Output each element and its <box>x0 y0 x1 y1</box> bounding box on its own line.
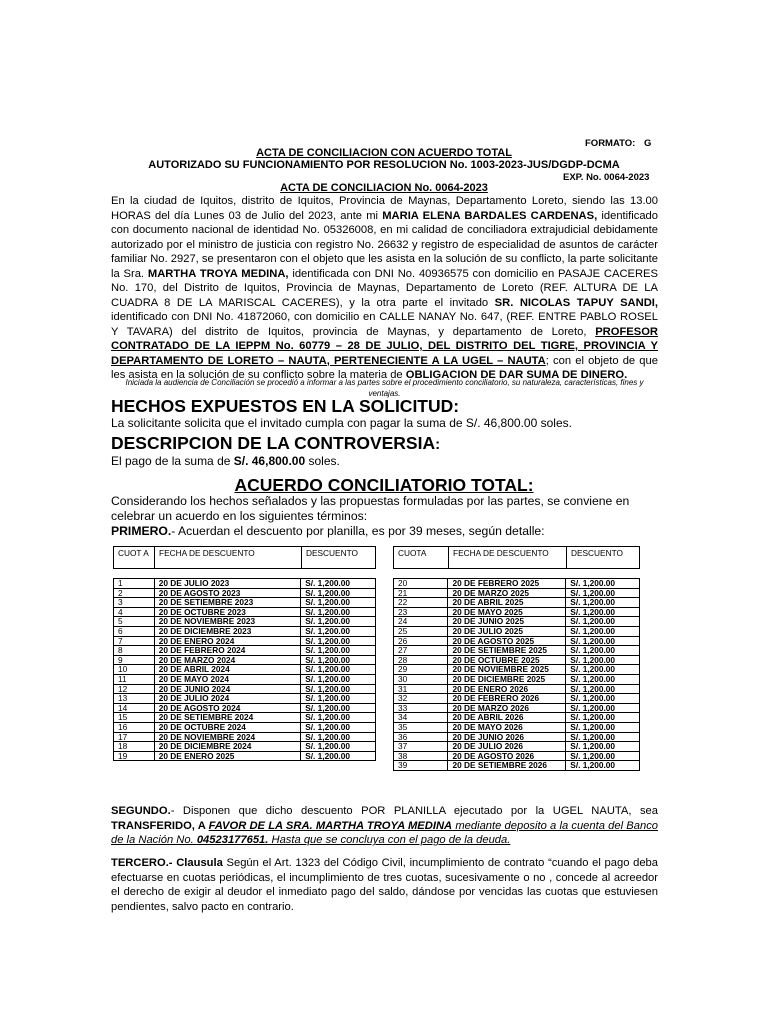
descuento-cell: S/. 1,200.00 <box>566 598 640 608</box>
cuota-number: 23 <box>394 607 448 617</box>
segundo-cuenta: 04523177651. <box>196 834 269 846</box>
solicitante-name: MARTHA TROYA MEDINA, <box>147 267 289 280</box>
acuerdo-title: ACUERDO CONCILIATORIO TOTAL: <box>234 475 534 495</box>
fecha-cell: 20 DE AGOSTO 2024 <box>154 703 301 713</box>
cuota-number: 25 <box>394 626 448 636</box>
intro-text-5: ; con el objeto de que les asista en la solución de su conflicto sobre la materia de <box>111 354 658 381</box>
fecha-cell: 20 DE MAYO 2024 <box>154 674 301 684</box>
fecha-cell: 20 DE SETIEMBRE 2026 <box>448 761 566 771</box>
fecha-cell: 20 DE ENERO 2026 <box>448 684 566 694</box>
fecha-cell: 20 DE SETIEMBRE 2025 <box>448 646 566 656</box>
descuento-cell: S/. 1,200.00 <box>566 588 640 598</box>
descuento-cell: S/. 1,200.00 <box>566 579 640 589</box>
fecha-cell: 20 DE FEBRERO 2026 <box>448 694 566 704</box>
descuento-cell: S/. 1,200.00 <box>301 713 376 723</box>
left-table-row <box>114 674 376 684</box>
descuento-cell: S/. 1,200.00 <box>566 761 640 771</box>
cuota-number: 35 <box>394 722 448 732</box>
controversia-body <box>111 454 340 468</box>
fecha-cell: 20 DE MAYO 2025 <box>448 607 566 617</box>
fecha-cell: 20 DE JULIO 2024 <box>154 694 301 704</box>
right-table-row <box>394 626 640 636</box>
descuento-cell: S/. 1,200.00 <box>301 742 376 752</box>
descuento-cell: S/. 1,200.00 <box>566 732 640 742</box>
cuota-number: 15 <box>114 713 155 723</box>
cuota-number: 31 <box>394 684 448 694</box>
cuota-number: 12 <box>114 684 155 694</box>
descuento-cell: S/. 1,200.00 <box>566 636 640 646</box>
formato-label: FORMATO: G <box>585 138 652 149</box>
descuento-cell: S/. 1,200.00 <box>301 703 376 713</box>
cuota-number: 29 <box>394 665 448 675</box>
fecha-cell: 20 DE ABRIL 2026 <box>448 713 566 723</box>
cuota-number: 18 <box>114 742 155 752</box>
cuota-number: 3 <box>114 598 155 608</box>
descuento-cell: S/. 1,200.00 <box>566 722 640 732</box>
hechos-title: HECHOS EXPUESTOS EN LA SOLICITUD: <box>111 396 460 416</box>
cuota-number: 30 <box>394 674 448 684</box>
left-table-row <box>114 665 376 675</box>
descuento-cell: S/. 1,200.00 <box>301 617 376 627</box>
fecha-cell: 20 DE SETIEMBRE 2024 <box>154 713 301 723</box>
intro-text-4: identificado con DNI No. 41872060, con domicilio en CALLE NANAY No. 647, (REF. ENTRE PABLO ROSEL Y TAVARA) del distrito de Iquitos, provincia de Maynas, y departamento de Loreto, <box>111 311 658 338</box>
right-table-header <box>393 546 640 569</box>
materia-text: OBLIGACION DE DAR SUMA DE DINERO. <box>405 369 628 381</box>
right-table-row <box>394 646 640 656</box>
cuota-number: 16 <box>114 722 155 732</box>
controversia-amount: S/. 46,800.00 <box>233 454 306 468</box>
cuota-number: 26 <box>394 636 448 646</box>
controversia-title-text: DESCRIPCION DE LA CONTROVERSIA <box>111 433 436 453</box>
primero-text: - Acuerdan el descuento por planilla, es por 39 meses, según detalle: <box>171 524 545 538</box>
fecha-cell: 20 DE OCTUBRE 2025 <box>448 655 566 665</box>
profesor-info: PROFESOR CONTRATADO DE LA IEPPM No. 60779 – 28 DE JULIO, DEL DISTRITO DEL TIGRE, PROVINCIA Y DEPARTAMENTO DE LORETO – NAUTA, PERTENECIENTE A LA UGEL – NAUTA <box>111 325 658 367</box>
fecha-cell: 20 DE ABRIL 2025 <box>448 598 566 608</box>
fecha-cell: 20 DE JUNIO 2024 <box>154 684 301 694</box>
descuento-cell: S/. 1,200.00 <box>566 684 640 694</box>
cuota-number: 38 <box>394 751 448 761</box>
cuota-number: 6 <box>114 626 155 636</box>
descuento-cell: S/. 1,200.00 <box>566 674 640 684</box>
descuento-cell: S/. 1,200.00 <box>301 636 376 646</box>
acta-number: ACTA DE CONCILIACION No. 0064-2023 <box>280 182 488 194</box>
expediente-number: EXP. No. 0064-2023 <box>563 172 650 183</box>
left-table-row <box>114 579 376 589</box>
descuento-cell: S/. 1,200.00 <box>566 694 640 704</box>
fecha-cell: 20 DE MAYO 2026 <box>448 722 566 732</box>
descuento-cell: S/. 1,200.00 <box>566 751 640 761</box>
fecha-cell: 20 DE MARZO 2024 <box>154 655 301 665</box>
fecha-cell: 20 DE MARZO 2026 <box>448 703 566 713</box>
cuota-number: 14 <box>114 703 155 713</box>
left-header-fecha: FECHA DE DESCUENTO <box>155 547 302 568</box>
descuento-cell: S/. 1,200.00 <box>301 588 376 598</box>
primero-label: PRIMERO. <box>111 524 172 538</box>
hechos-body: La solicitante solicita que el invitado cumpla con pagar la suma de S/. 46,800.00 soles. <box>111 416 572 430</box>
fecha-cell: 20 DE AGOSTO 2023 <box>154 588 301 598</box>
right-header-cuota: CUOTA <box>394 547 449 568</box>
fecha-cell: 20 DE JULIO 2025 <box>448 626 566 636</box>
left-table-row <box>114 694 376 704</box>
controversia-text-2: soles. <box>305 454 340 468</box>
acuerdo-paragraph <box>111 494 658 539</box>
descuento-cell: S/. 1,200.00 <box>566 617 640 627</box>
cuota-number: 36 <box>394 732 448 742</box>
descuento-cell: S/. 1,200.00 <box>566 626 640 636</box>
cuota-number: 24 <box>394 617 448 627</box>
left-table-row <box>114 751 376 761</box>
descuento-cell: S/. 1,200.00 <box>301 722 376 732</box>
cuota-number: 10 <box>114 665 155 675</box>
fecha-cell: 20 DE FEBRERO 2024 <box>154 646 301 656</box>
cuota-number: 5 <box>114 617 155 627</box>
tercero-paragraph <box>111 856 658 914</box>
left-table-row <box>114 626 376 636</box>
fecha-cell: 20 DE DICIEMBRE 2025 <box>448 674 566 684</box>
cuota-number: 13 <box>114 694 155 704</box>
intro-text-3: identificada con DNI No. 40936575 con domicilio en PASAJE CACERES No. 170, del Distrito de Iquitos, Provincia de Maynas, Departamento de Loreto (REF. ALTURA DE LA CUADRA 8 DE LA MARISCAL CACERES), y la otra parte el invitado <box>111 267 658 309</box>
fecha-cell: 20 DE NOVIEMBRE 2023 <box>154 617 301 627</box>
descuento-cell: S/. 1,200.00 <box>566 646 640 656</box>
right-header-descuento: DESCUENTO <box>571 548 623 558</box>
cuota-number: 11 <box>114 674 155 684</box>
consider-text: Considerando los hechos señalados y las propuestas formuladas por las partes, se conviene en celebrar un acuerdo en los siguientes términos: <box>111 494 630 523</box>
left-table-row <box>114 598 376 608</box>
fecha-cell: 20 DE OCTUBRE 2024 <box>154 722 301 732</box>
intro-text-2: identificado con documento nacional de identidad No. 05326008, en mi calidad de conciliadora extrajudicial debidamente autorizado por el ministro de justicia con registro No. 26632 y registro de especialidad de asuntos de carácter familiar No. 2927, se presentaron con el objeto que les asista en la solución de su conflicto, la parte solicitante la Sra. <box>111 209 658 280</box>
descuento-cell: S/. 1,200.00 <box>301 646 376 656</box>
fecha-cell: 20 DE ABRIL 2024 <box>154 665 301 675</box>
right-table-row <box>394 722 640 732</box>
fecha-cell: 20 DE AGOSTO 2025 <box>448 636 566 646</box>
fecha-cell: 20 DE MARZO 2025 <box>448 588 566 598</box>
cuota-number: 21 <box>394 588 448 598</box>
invitado-name: SR. NICOLAS TAPUY SANDI, <box>494 296 659 309</box>
controversia-colon: : <box>435 436 441 453</box>
cuota-number: 9 <box>114 655 155 665</box>
fecha-cell: 20 DE JUNIO 2025 <box>448 617 566 627</box>
fecha-cell: 20 DE SETIEMBRE 2023 <box>154 598 301 608</box>
cuota-number: 17 <box>114 732 155 742</box>
descuento-cell: S/. 1,200.00 <box>301 665 376 675</box>
right-header-fecha: FECHA DE DESCUENTO <box>449 547 567 568</box>
segundo-favor: FAVOR DE LA SRA. MARTHA TROYA MEDINA <box>208 819 453 832</box>
descuento-cell: S/. 1,200.00 <box>301 751 376 761</box>
fecha-cell: 20 DE OCTUBRE 2023 <box>154 607 301 617</box>
descuento-cell: S/. 1,200.00 <box>301 579 376 589</box>
cuota-number: 22 <box>394 598 448 608</box>
fecha-cell: 20 DE JUNIO 2026 <box>448 732 566 742</box>
cuota-number: 4 <box>114 607 155 617</box>
audiencia-note: Iniciada la audiencia de Conciliación se procedió a informar a las partes sobre el procedimiento conciliatorio, su naturaleza, características, fines y ventajas. <box>125 378 644 398</box>
descuento-cell: S/. 1,200.00 <box>566 703 640 713</box>
right-table-row <box>394 742 640 752</box>
descuento-cell: S/. 1,200.00 <box>566 742 640 752</box>
segundo-paragraph <box>111 804 658 848</box>
descuento-cell: S/. 1,200.00 <box>301 684 376 694</box>
right-table-row <box>394 761 640 771</box>
cuota-number: 34 <box>394 713 448 723</box>
descuento-cell: S/. 1,200.00 <box>301 626 376 636</box>
cuota-number: 1 <box>114 579 155 589</box>
left-table-row <box>114 742 376 752</box>
descuento-cell: S/. 1,200.00 <box>301 694 376 704</box>
cuota-number: 39 <box>394 761 448 771</box>
fecha-cell: 20 DE JULIO 2026 <box>448 742 566 752</box>
intro-paragraph <box>111 194 658 383</box>
intro-text-1: En la ciudad de Iquitos, distrito de Iquitos, Provincia de Maynas, Departamento Loreto, siendo las 13.00 HORAS del día Lunes 03 de Julio del 2023, ante mi <box>111 195 658 222</box>
cuota-number: 2 <box>114 588 155 598</box>
segundo-transferido: TRANSFERIDO, A <box>111 819 209 832</box>
cuota-number: 33 <box>394 703 448 713</box>
left-table-row <box>114 722 376 732</box>
cuota-number: 37 <box>394 742 448 752</box>
fecha-cell: 20 DE DICIEMBRE 2024 <box>154 742 301 752</box>
right-table-row <box>394 579 640 589</box>
segundo-text-1: - Disponen que dicho descuento POR PLANILLA ejecutado por la UGEL NAUTA, sea <box>170 805 658 817</box>
descuento-cell: S/. 1,200.00 <box>301 674 376 684</box>
left-table-header <box>113 546 376 569</box>
descuento-cell: S/. 1,200.00 <box>566 713 640 723</box>
fecha-cell: 20 DE JULIO 2023 <box>154 579 301 589</box>
fecha-cell: 20 DE NOVIEMBRE 2025 <box>448 665 566 675</box>
title-acta: ACTA DE CONCILIACION CON ACUERDO TOTAL <box>256 147 512 159</box>
left-table-row <box>114 713 376 723</box>
right-table-row <box>394 665 640 675</box>
descuento-cell: S/. 1,200.00 <box>301 655 376 665</box>
left-header-cuota: CUOT A <box>114 547 155 568</box>
left-cuotas-table <box>113 578 376 761</box>
descuento-cell: S/. 1,200.00 <box>301 607 376 617</box>
controversia-title <box>111 433 440 454</box>
segundo-text-3: Hasta que se concluya con el pago de la deuda. <box>268 834 511 846</box>
cuota-number: 7 <box>114 636 155 646</box>
right-table-row <box>394 694 640 704</box>
segundo-text-2: mediante deposito a la cuenta del Banco de la Nación No. <box>111 819 659 846</box>
cuota-number: 8 <box>114 646 155 656</box>
fecha-cell: 20 DE NOVIEMBRE 2024 <box>154 732 301 742</box>
right-table-row <box>394 598 640 608</box>
right-cuotas-table <box>393 578 640 771</box>
fecha-cell: 20 DE FEBRERO 2025 <box>448 579 566 589</box>
fecha-cell: 20 DE ENERO 2024 <box>154 636 301 646</box>
right-table-row <box>394 713 640 723</box>
segundo-label: SEGUNDO. <box>111 805 171 817</box>
right-table-row <box>394 674 640 684</box>
descuento-cell: S/. 1,200.00 <box>566 607 640 617</box>
left-header-descuento: DESCUENTO <box>306 548 358 558</box>
descuento-cell: S/. 1,200.00 <box>566 665 640 675</box>
cuota-number: 28 <box>394 655 448 665</box>
descuento-cell: S/. 1,200.00 <box>301 598 376 608</box>
cuota-number: 20 <box>394 579 448 589</box>
conciliadora-name: MARIA ELENA BARDALES CARDENAS, <box>382 209 598 222</box>
cuota-number: 19 <box>114 751 155 761</box>
descuento-cell: S/. 1,200.00 <box>566 655 640 665</box>
tercero-text: Según el Art. 1323 del Código Civil, incumplimiento de contrato “cuando el pago deba efectuarse en cuotas periódicas, el incumplimiento de tres cuotas, sucesivamente o no , concede al acreedor el derecho de exigir al deudor el inmediato pago del saldo, dándose por vencidas las cuotas que estuviesen pendientes, salvo pacto en contrario. <box>111 857 658 913</box>
cuota-number: 27 <box>394 646 448 656</box>
fecha-cell: 20 DE AGOSTO 2026 <box>448 751 566 761</box>
fecha-cell: 20 DE ENERO 2025 <box>154 751 301 761</box>
fecha-cell: 20 DE DICIEMBRE 2023 <box>154 626 301 636</box>
descuento-cell: S/. 1,200.00 <box>301 732 376 742</box>
left-table-row <box>114 646 376 656</box>
tercero-label: TERCERO.- Clausula <box>111 857 223 869</box>
controversia-text-1: El pago de la suma de <box>111 454 234 468</box>
cuota-number: 32 <box>394 694 448 704</box>
title-resolucion: AUTORIZADO SU FUNCIONAMIENTO POR RESOLUCION No. 1003-2023-JUS/DGDP-DCMA <box>148 159 620 171</box>
